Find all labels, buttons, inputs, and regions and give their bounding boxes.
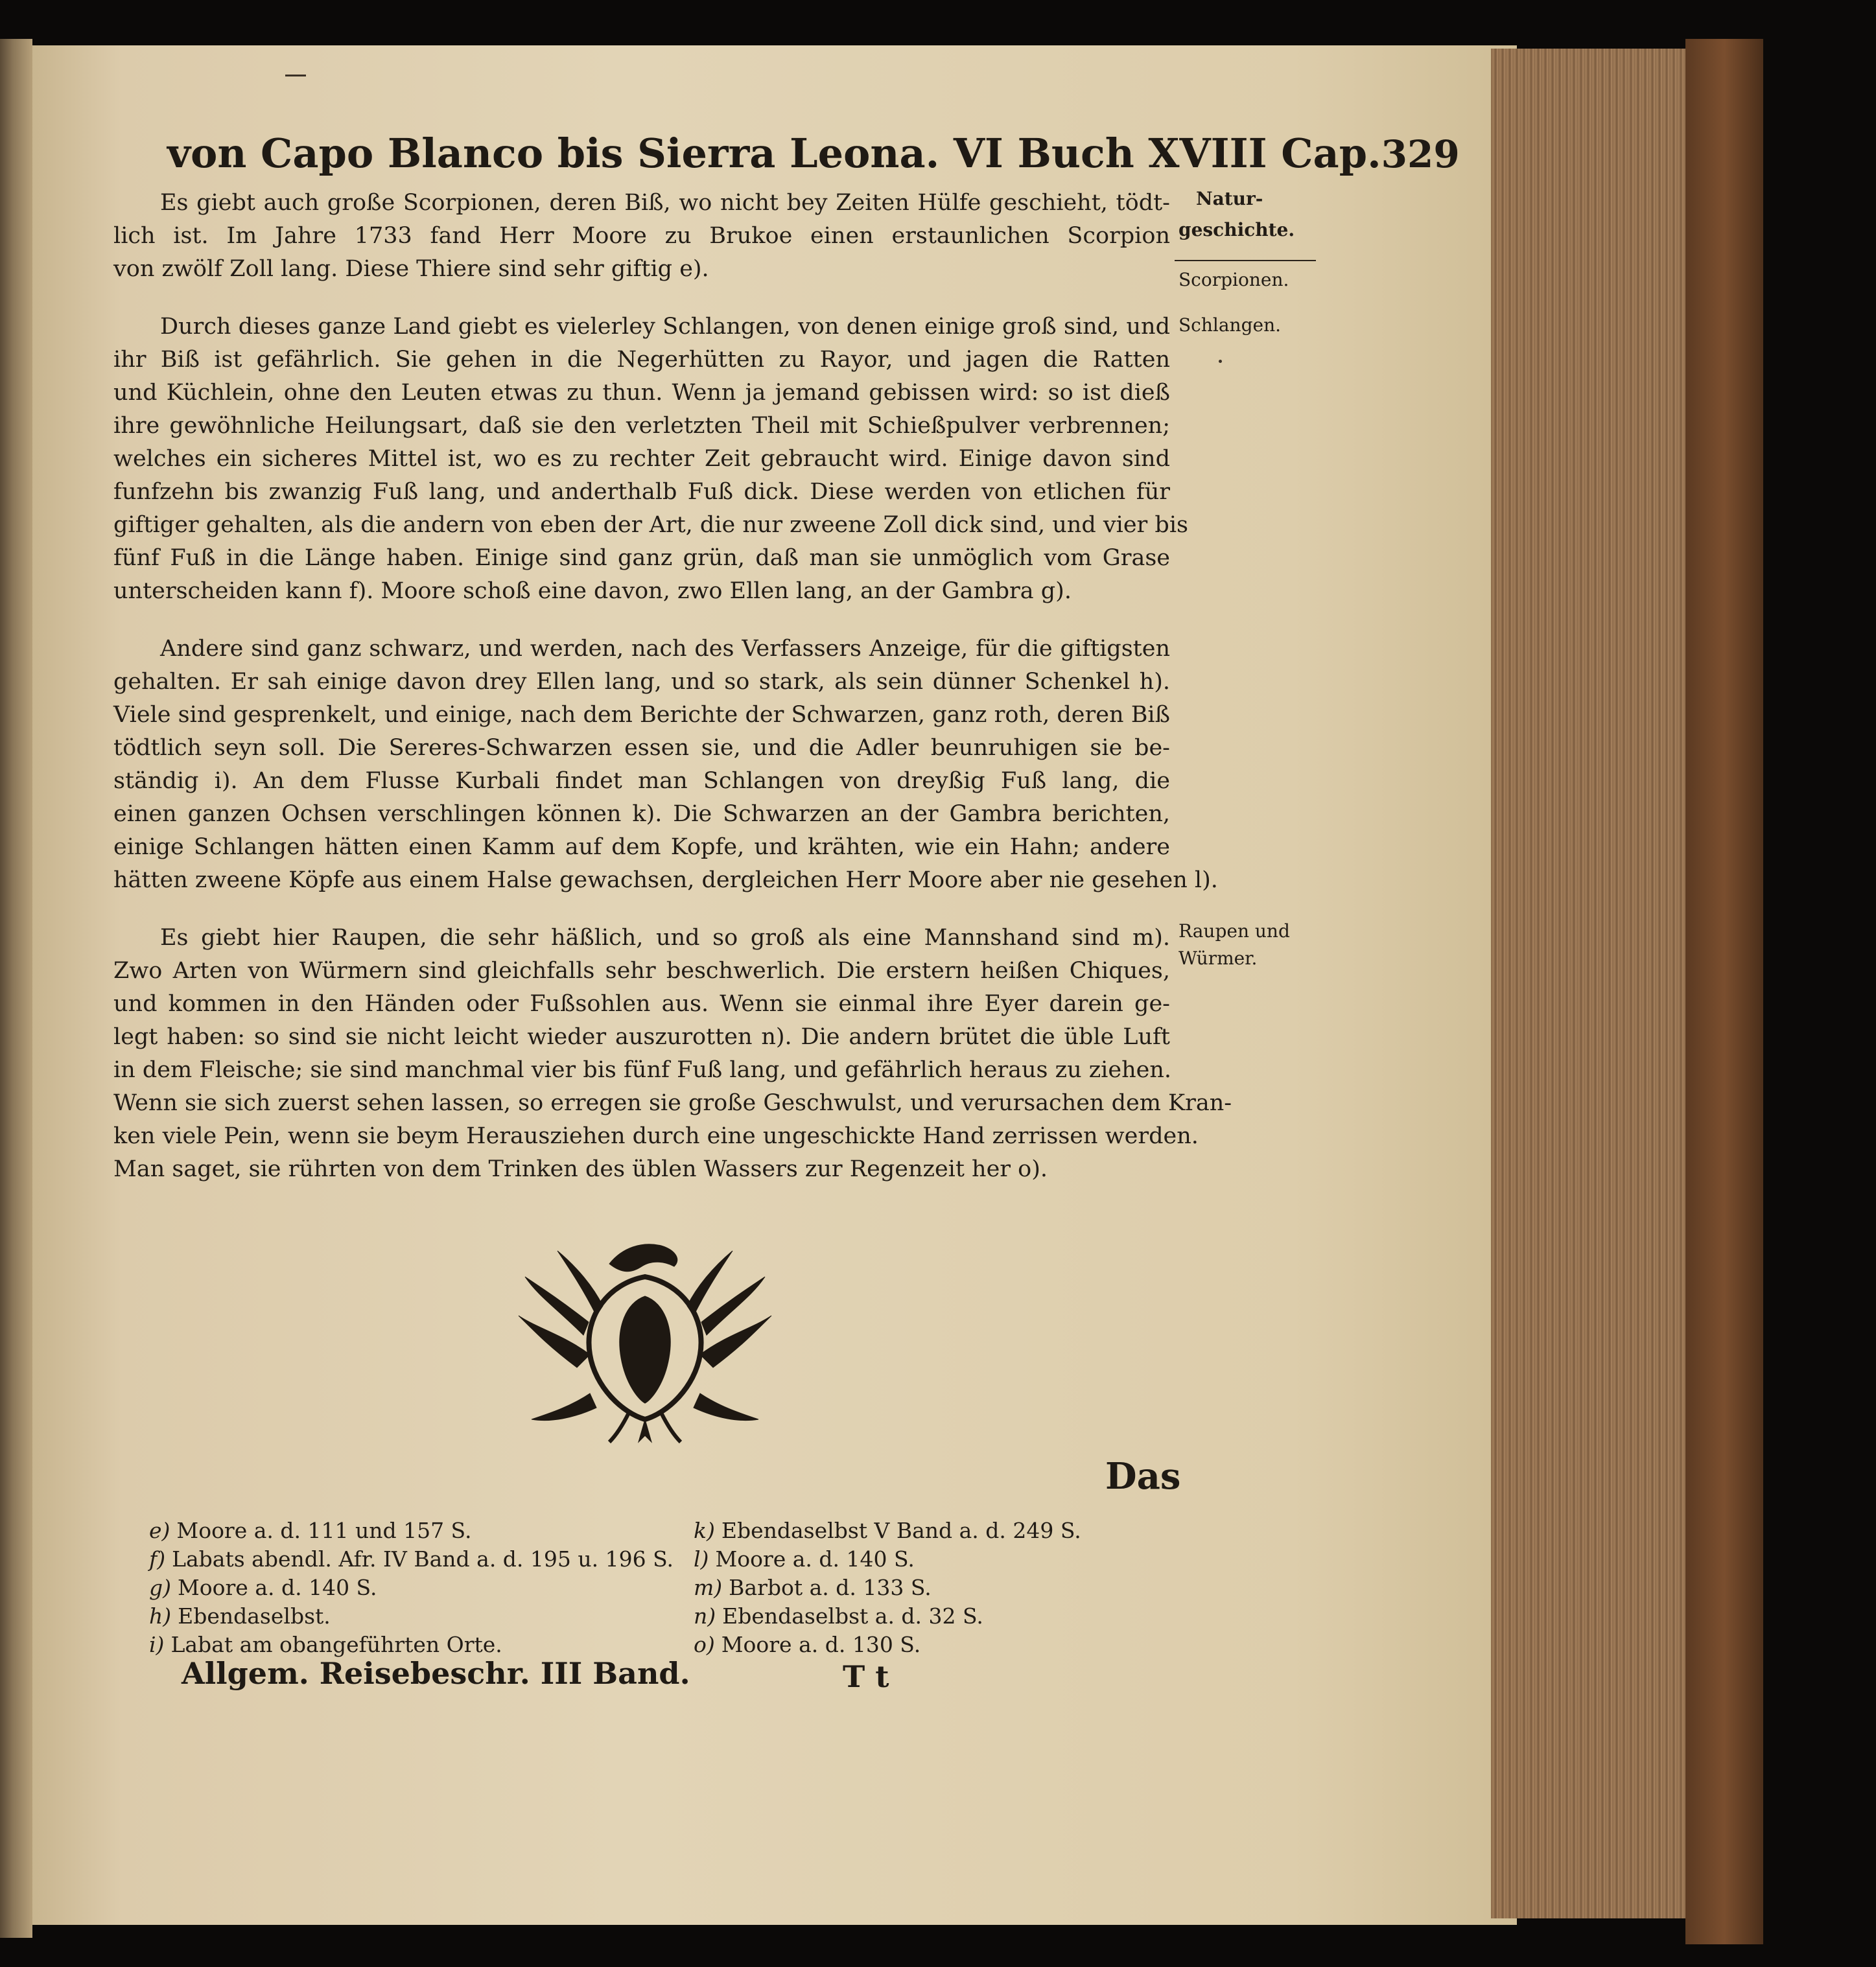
text-line: Es giebt hier Raupen, die sehr häßlich, und so groß als eine Mannshand sind m).	[160, 925, 1170, 951]
footnote	[694, 1602, 1147, 1631]
footnote-mark: o)	[694, 1632, 715, 1657]
margin-note-scorpionen: Scorpionen.	[1178, 269, 1289, 290]
footnote-text: Ebendaselbst a. d. 32 S.	[722, 1603, 983, 1629]
margin-note-wuermer: Würmer.	[1178, 948, 1258, 969]
text-line: Zwo Arten von Würmern sind gleichfalls sehr beschwerlich. Die erstern heißen Chiques,	[113, 958, 1170, 984]
footnote-text: Barbot a. d. 133 S.	[729, 1575, 932, 1600]
footnote-mark: f)	[149, 1546, 166, 1572]
text-line: und Küchlein, ohne den Leuten etwas zu thun. Wenn ja jemand gebissen wird: so ist dieß	[113, 380, 1170, 406]
text-line: ihre gewöhnliche Heilungsart, daß sie den verletzten Theil mit Schießpulver verbrennen;	[113, 413, 1170, 439]
footnote-mark: g)	[149, 1575, 171, 1600]
text-line: welches ein sicheres Mittel ist, wo es zu rechter Zeit gebraucht wird. Einige davon sind	[113, 446, 1170, 472]
footnotes-right	[694, 1517, 1147, 1659]
footnote-text: Moore a. d. 140 S.	[178, 1575, 377, 1600]
footnote	[694, 1517, 1147, 1545]
text-line: Es giebt auch große Scorpionen, deren Biß, wo nicht bey Zeiten Hülfe geschieht, tödt-	[160, 190, 1170, 216]
left-page-edge	[0, 39, 32, 1938]
margin-note-naturgeschichte-1: Natur-	[1196, 188, 1263, 209]
ornament-vignette-icon	[512, 1238, 778, 1445]
text-line: Andere sind ganz schwarz, und werden, nach des Verfassers Anzeige, für die giftigsten	[160, 636, 1170, 662]
text-line: einen ganzen Ochsen verschlingen können k). Die Schwarzen an der Gambra berichten,	[113, 801, 1170, 827]
footnote-mark: n)	[694, 1603, 716, 1629]
footnote-mark: e)	[149, 1518, 170, 1543]
footnote	[149, 1602, 668, 1631]
text-line: legt haben: so sind sie nicht leicht wieder auszurotten n). Die andern brütet die üble Luft	[113, 1024, 1170, 1050]
footnote-mark: h)	[149, 1603, 172, 1629]
footnote-text: Moore a. d. 140 S.	[715, 1546, 915, 1572]
text-line: ihr Biß ist gefährlich. Sie gehen in die Negerhütten zu Rayor, und jagen die Ratten	[113, 347, 1170, 373]
ink-speck	[1219, 360, 1222, 363]
paragraph-schlangen	[113, 310, 1188, 608]
text-line: Durch dieses ganze Land giebt es vielerley Schlangen, von denen einige groß sind, und	[160, 314, 1170, 340]
text-line: und kommen in den Händen oder Fußsohlen aus. Wenn sie einmal ihre Eyer darein ge-	[113, 991, 1170, 1017]
paragraph-raupen-wuermer	[113, 922, 1232, 1186]
footnote-mark: l)	[694, 1546, 709, 1572]
footnote	[694, 1545, 1147, 1574]
ink-mark	[285, 75, 306, 76]
footnote-text: Ebendaselbst V Band a. d. 249 S.	[721, 1518, 1081, 1543]
text-line: funfzehn bis zwanzig Fuß lang, und anderthalb Fuß dick. Diese werden von etlichen für	[113, 479, 1170, 505]
margin-note-schlangen: Schlangen.	[1178, 314, 1282, 336]
footnote-text: Moore a. d. 130 S.	[721, 1632, 921, 1657]
footnote-text: Labat am obangeführten Orte.	[170, 1632, 502, 1657]
signature-mark: T t	[843, 1659, 889, 1694]
text-line: fünf Fuß in die Länge haben. Einige sind ganz grün, daß man sie unmöglich vom Grase	[113, 545, 1170, 571]
paragraph-schwarze-schlangen	[113, 633, 1218, 897]
footnote	[149, 1545, 674, 1574]
footnote-mark: k)	[694, 1518, 715, 1543]
margin-brace	[1175, 251, 1316, 261]
paragraph-scorpionen	[113, 187, 1170, 286]
footnote-text: Labats abendl. Afr. IV Band a. d. 195 u. 196 S.	[172, 1546, 674, 1572]
page-number: 329	[1381, 132, 1460, 176]
text-line: tödtlich seyn soll. Die Sereres-Schwarzen essen sie, und die Adler beunruhigen sie be-	[113, 735, 1170, 761]
text-line: ken viele Pein, wenn sie beym Herausziehen durch eine ungeschickte Hand zerrissen werden.	[113, 1123, 1199, 1149]
text-line: gehalten. Er sah einige davon drey Ellen lang, und so stark, als sein dünner Schenkel h).	[113, 669, 1170, 695]
margin-note-raupen: Raupen und	[1178, 920, 1290, 942]
page-block-edge	[1491, 49, 1692, 1918]
text-line: Viele sind gesprenkelt, und einige, nach dem Berichte der Schwarzen, ganz roth, deren Biß	[113, 702, 1170, 728]
text-line: hätten zweene Köpfe aus einem Halse gewachsen, dergleichen Herr Moore aber nie gesehen l).	[113, 867, 1218, 893]
text-line: von zwölf Zoll lang. Diese Thiere sind sehr giftig e).	[113, 256, 709, 282]
footnote	[694, 1574, 1147, 1602]
footnote	[149, 1517, 668, 1545]
running-title: von Capo Blanco bis Sierra Leona. VI Buch XVIII Cap.	[167, 130, 1381, 177]
text-line: in dem Fleische; sie sind manchmal vier bis fünf Fuß lang, und gefährlich heraus zu ziehen.	[113, 1057, 1172, 1083]
text-line: lich ist. Im Jahre 1733 fand Herr Moore zu Brukoe einen erstaunlichen Scorpion	[113, 223, 1170, 249]
footnote-text: Ebendaselbst.	[178, 1603, 331, 1629]
footnote	[149, 1574, 668, 1602]
footnotes-left	[149, 1517, 674, 1659]
text-line: ständig i). An dem Flusse Kurbali findet man Schlangen von dreyßig Fuß lang, die	[113, 768, 1170, 794]
text-line: unterscheiden kann f). Moore schoß eine davon, zwo Ellen lang, an der Gambra g).	[113, 578, 1072, 604]
book-cover-edge	[1685, 39, 1763, 1944]
footnote-text: Moore a. d. 111 und 157 S.	[176, 1518, 472, 1543]
footnote	[694, 1631, 1147, 1659]
footnote-mark: m)	[694, 1575, 723, 1600]
catchword: Das	[1105, 1455, 1181, 1498]
text-line: einige Schlangen hätten einen Kamm auf dem Kopfe, und krähten, wie ein Hahn; andere	[113, 834, 1170, 860]
text-line: Man saget, sie rührten von dem Trinken des üblen Wassers zur Regenzeit her o).	[113, 1156, 1048, 1182]
margin-note-naturgeschichte-2: geschichte.	[1178, 219, 1295, 240]
signature-line: Allgem. Reisebeschr. III Band.	[182, 1656, 690, 1691]
text-line: Wenn sie sich zuerst sehen lassen, so erregen sie große Geschwulst, und verursachen dem Kran-	[113, 1090, 1232, 1116]
footnote-mark: i)	[149, 1632, 165, 1657]
footnote	[149, 1631, 668, 1659]
text-line: giftiger gehalten, als die andern von eben der Art, die nur zweene Zoll dick sind, und vier bis	[113, 512, 1188, 538]
running-header	[167, 130, 1460, 177]
